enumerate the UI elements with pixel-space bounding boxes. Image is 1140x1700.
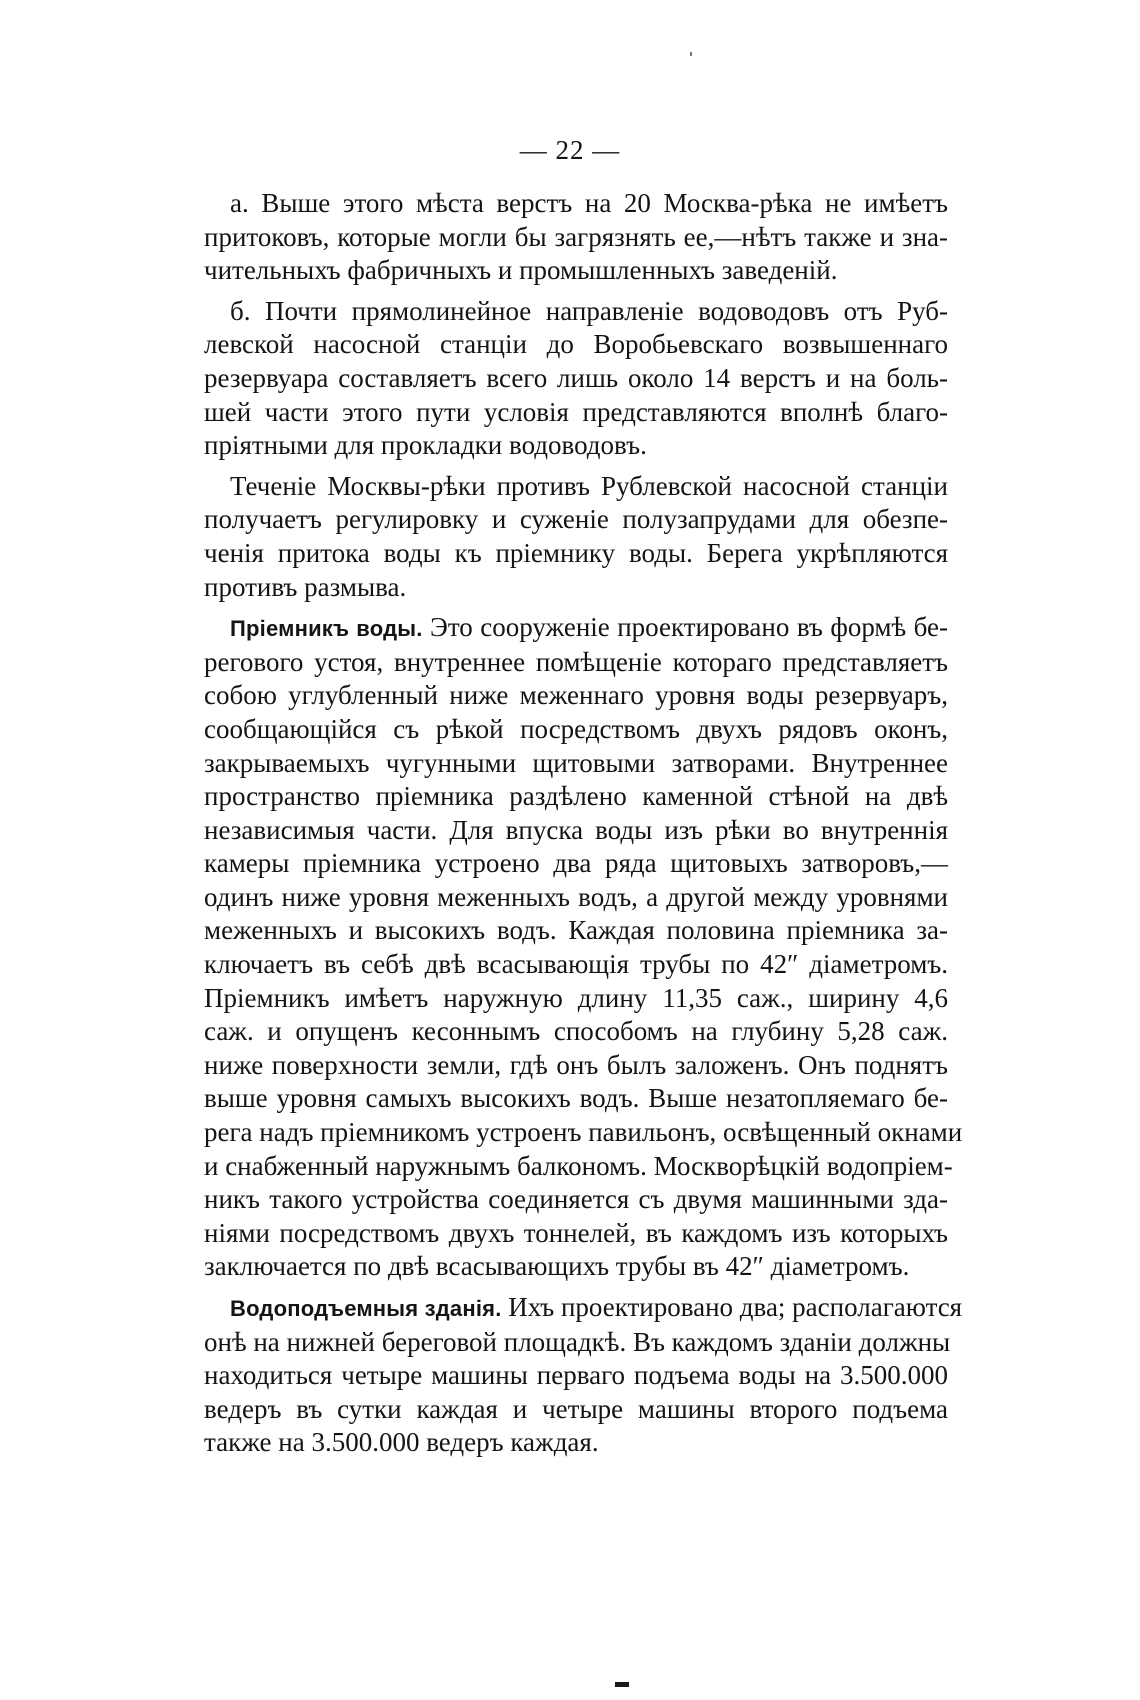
text-line: заключается по двѣ всасывающихъ трубы въ 42″ діаметромъ. bbox=[204, 1251, 910, 1282]
paragraph-pumping-buildings bbox=[204, 1291, 963, 1460]
text-line: Пріемникъ имѣетъ наружную длину 11,35 саж., ширину 4,6 bbox=[204, 982, 948, 1013]
text-line: сообщающійся съ рѣкой посредствомъ двухъ рядовъ оконъ, bbox=[204, 713, 948, 744]
text-line: чительныхъ фабричныхъ и промышленныхъ заведеній. bbox=[204, 255, 838, 286]
text-line: притоковъ, которые могли бы загрязнять ее,—нѣтъ также и зна- bbox=[204, 221, 948, 252]
text-line: саж. и опущенъ кесоннымъ способомъ на глубину 5,28 саж. bbox=[204, 1016, 948, 1047]
paragraph-b bbox=[204, 295, 948, 463]
body-text bbox=[204, 187, 963, 1467]
text-line: получаетъ регулировку и суженіе полузапрудами для обезпе- bbox=[204, 504, 948, 535]
text-line: шей части этого пути условія представляются вполнѣ благо- bbox=[204, 396, 948, 427]
scan-speck bbox=[690, 52, 692, 56]
text-line: противъ размыва. bbox=[204, 571, 407, 602]
text-line: одинъ ниже уровня меженныхъ водъ, а другой между уровнями bbox=[204, 881, 948, 912]
text-line: независимыя части. Для впуска воды изъ рѣки во внутреннія bbox=[204, 814, 948, 845]
text-line: пространство пріемника раздѣлено каменной стѣной на двѣ bbox=[204, 781, 948, 812]
text-run: Это сооруженіе проектировано въ формѣ бе- bbox=[422, 612, 948, 643]
page-number: — 22 — bbox=[519, 135, 621, 165]
paragraph-a bbox=[204, 187, 948, 288]
text-line: ніями посредствомъ двухъ тоннелей, въ каждомъ изъ которыхъ bbox=[204, 1217, 948, 1248]
text-line: также на 3.500.000 ведеръ каждая. bbox=[204, 1427, 599, 1458]
text-line: собою углубленный ниже меженнаго уровня воды резервуаръ, bbox=[204, 680, 948, 711]
section-heading-pumping-buildings: Водоподъемныя зданія. bbox=[230, 1296, 502, 1321]
text-line: выше уровня самыхъ высокихъ водъ. Выше незатопляемаго бе- bbox=[204, 1083, 948, 1114]
text-line: левской насосной станціи до Воробьевскаго возвышеннаго bbox=[204, 329, 948, 360]
text-line: камеры пріемника устроено два ряда щитовыхъ затворовъ,— bbox=[204, 848, 948, 879]
text-line: ниже поверхности земли, гдѣ онъ былъ заложенъ. Онъ поднятъ bbox=[204, 1049, 948, 1080]
text-line: и снабженный наружнымъ балкономъ. Москворѣцкій водопріем- bbox=[204, 1150, 953, 1181]
text-line: находиться четыре машины перваго подъема воды на 3.500.000 bbox=[204, 1360, 948, 1391]
text-line: рега надъ пріемникомъ устроенъ павильонъ, освѣщенный окнами bbox=[204, 1117, 963, 1148]
text-line: а. Выше этого мѣста верстъ на 20 Москва-рѣка не имѣетъ bbox=[230, 188, 948, 218]
scan-mark bbox=[615, 1682, 629, 1687]
paragraph-river-regulation bbox=[204, 470, 948, 604]
text-line: пріятными для прокладки водоводовъ. bbox=[204, 430, 647, 461]
paragraph-water-intake bbox=[204, 611, 963, 1284]
text-run: Ихъ проектировано два; располагаются bbox=[501, 1292, 963, 1322]
text-line: меженныхъ и высокихъ водъ. Каждая половина пріемника за- bbox=[204, 915, 948, 946]
text-line: онѣ на нижней береговой площадкѣ. Въ каждомъ зданіи должны bbox=[204, 1326, 951, 1357]
text-line: Теченіе Москвы-рѣки противъ Рублевской насосной станціи bbox=[230, 470, 948, 501]
text-line bbox=[204, 611, 948, 646]
text-line: ведеръ въ сутки каждая и четыре машины второго подъема bbox=[204, 1393, 948, 1424]
text-line: никъ такого устройства соединяется съ двумя машинными зда- bbox=[204, 1184, 948, 1215]
section-heading-water-intake: Пріемникъ воды. bbox=[230, 616, 423, 642]
text-line: б. Почти прямолинейное направленіе водоводовъ отъ Руб- bbox=[230, 295, 948, 326]
text-line: регового устоя, внутреннее помѣщеніе котораго представляетъ bbox=[204, 646, 948, 677]
text-line: ченія притока воды къ пріемнику воды. Берега укрѣпляются bbox=[204, 537, 948, 568]
text-line: ключаетъ въ себѣ двѣ всасывающія трубы по 42″ діаметромъ. bbox=[204, 949, 948, 980]
text-line: резервуара составляетъ всего лишь около 14 верстъ и на боль- bbox=[204, 362, 948, 393]
text-line: закрываемыхъ чугунными щитовыми затворами. Внутреннее bbox=[204, 747, 948, 778]
text-line bbox=[204, 1291, 963, 1326]
